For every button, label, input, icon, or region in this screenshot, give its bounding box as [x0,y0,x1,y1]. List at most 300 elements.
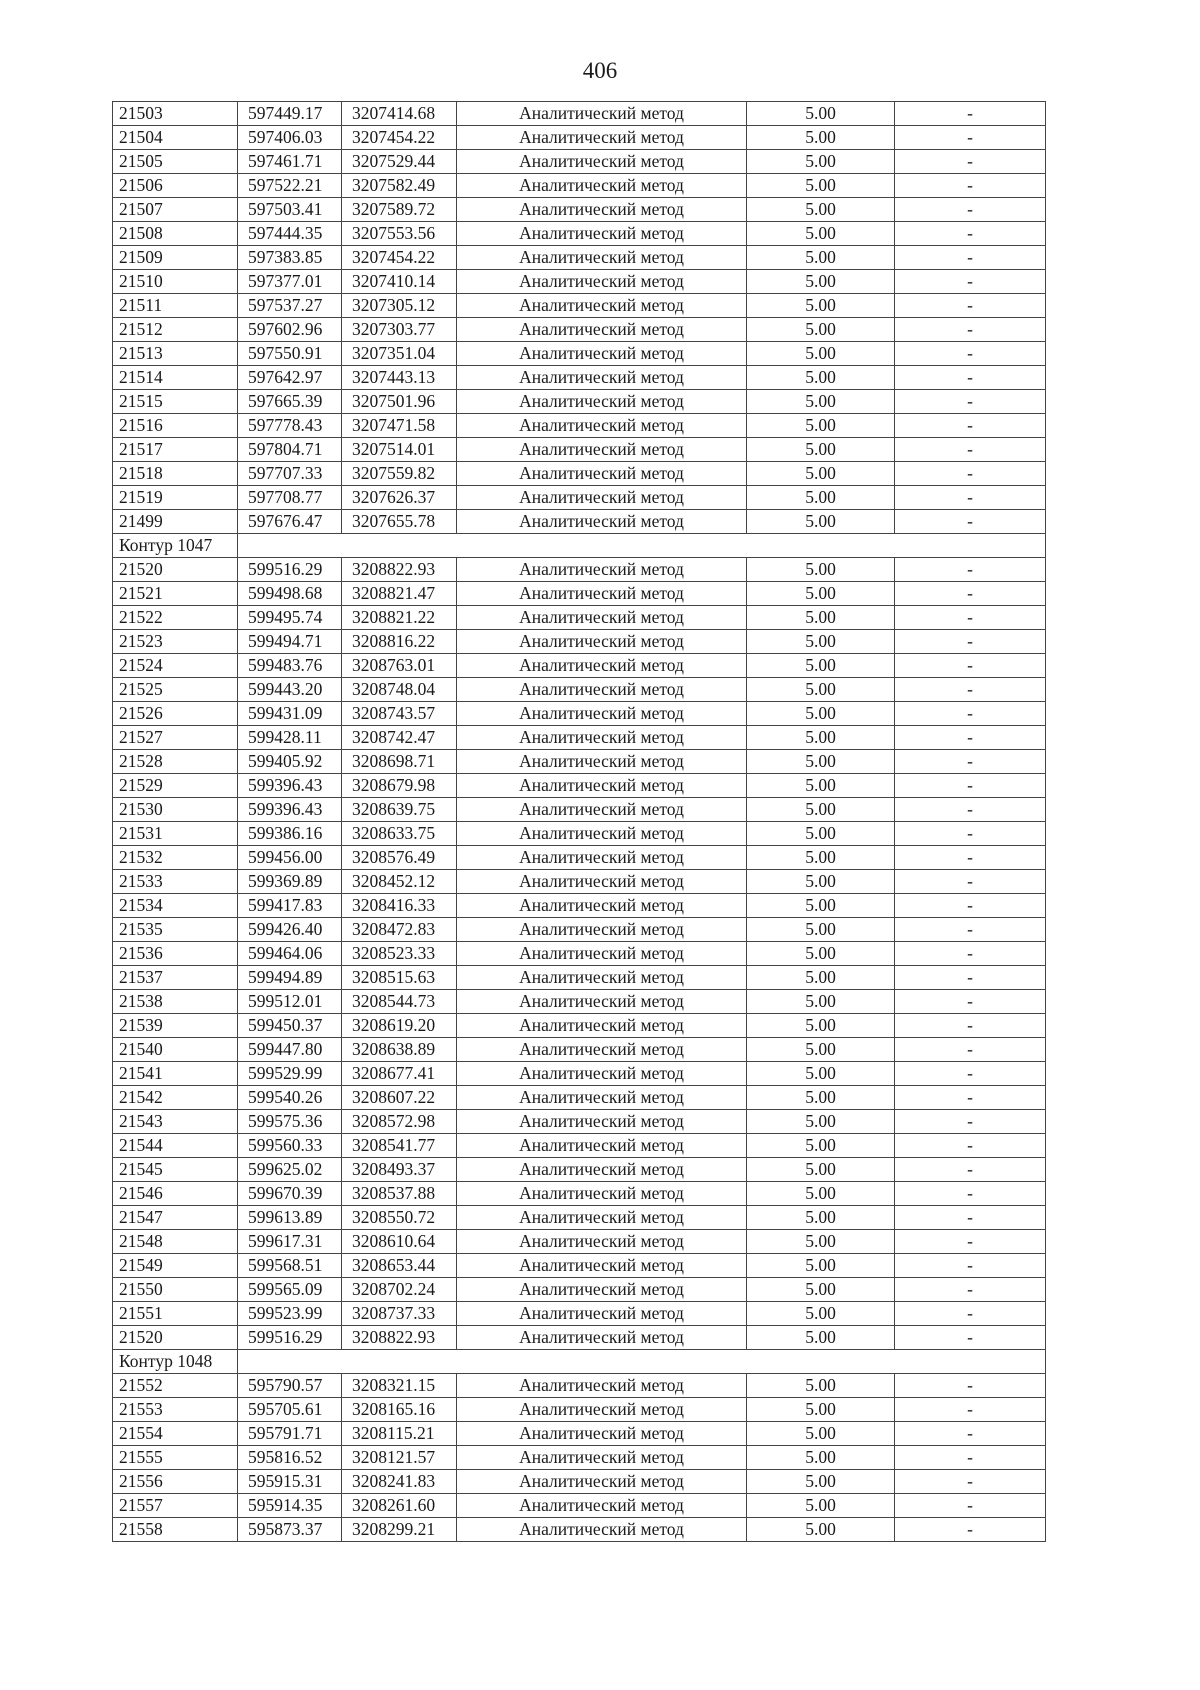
table-row [113,702,1046,726]
point-id-cell: 21549 [113,1254,238,1278]
y-coordinate-cell: 3208115.21 [342,1422,457,1446]
accuracy-cell: 5.00 [747,798,895,822]
description-cell: - [895,1254,1046,1278]
accuracy-cell: 5.00 [747,654,895,678]
table-row [113,1518,1046,1542]
point-id-cell: 21553 [113,1398,238,1422]
point-id-cell: 21507 [113,198,238,222]
method-cell: Аналитический метод [457,1134,747,1158]
method-cell: Аналитический метод [457,1398,747,1422]
accuracy-cell: 5.00 [747,606,895,630]
table-row [113,846,1046,870]
description-cell: - [895,1158,1046,1182]
method-cell: Аналитический метод [457,582,747,606]
accuracy-cell: 5.00 [747,1254,895,1278]
accuracy-cell: 5.00 [747,1014,895,1038]
x-coordinate-cell: 597642.97 [238,366,342,390]
y-coordinate-cell: 3208610.64 [342,1230,457,1254]
x-coordinate-cell: 597708.77 [238,486,342,510]
description-cell: - [895,894,1046,918]
description-cell: - [895,1110,1046,1134]
x-coordinate-cell: 599456.00 [238,846,342,870]
point-id-cell: 21516 [113,414,238,438]
y-coordinate-cell: 3207471.58 [342,414,457,438]
description-cell: - [895,918,1046,942]
point-id-cell: 21520 [113,1326,238,1350]
x-coordinate-cell: 599483.76 [238,654,342,678]
description-cell: - [895,1014,1046,1038]
x-coordinate-cell: 597461.71 [238,150,342,174]
y-coordinate-cell: 3208702.24 [342,1278,457,1302]
x-coordinate-cell: 599617.31 [238,1230,342,1254]
point-id-cell: 21536 [113,942,238,966]
table-row [113,894,1046,918]
method-cell: Аналитический метод [457,702,747,726]
description-cell: - [895,750,1046,774]
accuracy-cell: 5.00 [747,1518,895,1542]
method-cell: Аналитический метод [457,1302,747,1326]
x-coordinate-cell: 599512.01 [238,990,342,1014]
x-coordinate-cell: 595705.61 [238,1398,342,1422]
point-id-cell: 21523 [113,630,238,654]
point-id-cell: 21542 [113,1086,238,1110]
method-cell: Аналитический метод [457,246,747,270]
x-coordinate-cell: 599560.33 [238,1134,342,1158]
x-coordinate-cell: 599386.16 [238,822,342,846]
y-coordinate-cell: 3207559.82 [342,462,457,486]
description-cell: - [895,1374,1046,1398]
method-cell: Аналитический метод [457,894,747,918]
x-coordinate-cell: 595816.52 [238,1446,342,1470]
table-row [113,1014,1046,1038]
y-coordinate-cell: 3207351.04 [342,342,457,366]
accuracy-cell: 5.00 [747,198,895,222]
accuracy-cell: 5.00 [747,1278,895,1302]
method-cell: Аналитический метод [457,1494,747,1518]
point-id-cell: 21525 [113,678,238,702]
method-cell: Аналитический метод [457,942,747,966]
description-cell: - [895,126,1046,150]
x-coordinate-cell: 597406.03 [238,126,342,150]
x-coordinate-cell: 597665.39 [238,390,342,414]
method-cell: Аналитический метод [457,918,747,942]
accuracy-cell: 5.00 [747,1494,895,1518]
y-coordinate-cell: 3208472.83 [342,918,457,942]
description-cell: - [895,1326,1046,1350]
table-row [113,318,1046,342]
y-coordinate-cell: 3208165.16 [342,1398,457,1422]
y-coordinate-cell: 3207553.56 [342,222,457,246]
table-row [113,342,1046,366]
table-row [113,654,1046,678]
description-cell: - [895,1446,1046,1470]
accuracy-cell: 5.00 [747,510,895,534]
description-cell: - [895,822,1046,846]
x-coordinate-cell: 599417.83 [238,894,342,918]
x-coordinate-cell: 597676.47 [238,510,342,534]
x-coordinate-cell: 597503.41 [238,198,342,222]
accuracy-cell: 5.00 [747,246,895,270]
y-coordinate-cell: 3208607.22 [342,1086,457,1110]
table-row [113,1110,1046,1134]
method-cell: Аналитический метод [457,150,747,174]
table-row [113,990,1046,1014]
x-coordinate-cell: 595790.57 [238,1374,342,1398]
description-cell: - [895,990,1046,1014]
method-cell: Аналитический метод [457,1278,747,1302]
y-coordinate-cell: 3207514.01 [342,438,457,462]
accuracy-cell: 5.00 [747,1230,895,1254]
x-coordinate-cell: 599428.11 [238,726,342,750]
method-cell: Аналитический метод [457,318,747,342]
method-cell: Аналитический метод [457,1422,747,1446]
point-id-cell: 21541 [113,1062,238,1086]
method-cell: Аналитический метод [457,1038,747,1062]
table-row [113,1158,1046,1182]
table-row [113,798,1046,822]
description-cell: - [895,870,1046,894]
x-coordinate-cell: 597449.17 [238,102,342,126]
x-coordinate-cell: 599396.43 [238,774,342,798]
y-coordinate-cell: 3208653.44 [342,1254,457,1278]
y-coordinate-cell: 3208816.22 [342,630,457,654]
table-row [113,462,1046,486]
table-row [113,1182,1046,1206]
description-cell: - [895,414,1046,438]
method-cell: Аналитический метод [457,222,747,246]
method-cell: Аналитический метод [457,1110,747,1134]
point-id-cell: 21518 [113,462,238,486]
y-coordinate-cell: 3208416.33 [342,894,457,918]
accuracy-cell: 5.00 [747,558,895,582]
accuracy-cell: 5.00 [747,222,895,246]
accuracy-cell: 5.00 [747,1206,895,1230]
x-coordinate-cell: 597778.43 [238,414,342,438]
method-cell: Аналитический метод [457,342,747,366]
description-cell: - [895,1494,1046,1518]
table-row [113,1278,1046,1302]
description-cell: - [895,270,1046,294]
description-cell: - [895,606,1046,630]
y-coordinate-cell: 3208261.60 [342,1494,457,1518]
accuracy-cell: 5.00 [747,342,895,366]
point-id-cell: 21499 [113,510,238,534]
x-coordinate-cell: 595791.71 [238,1422,342,1446]
point-id-cell: 21540 [113,1038,238,1062]
x-coordinate-cell: 597550.91 [238,342,342,366]
table-row [113,750,1046,774]
table-row [113,1470,1046,1494]
method-cell: Аналитический метод [457,1014,747,1038]
y-coordinate-cell: 3208523.33 [342,942,457,966]
y-coordinate-cell: 3207454.22 [342,126,457,150]
method-cell: Аналитический метод [457,870,747,894]
table-row [113,558,1046,582]
point-id-cell: 21506 [113,174,238,198]
method-cell: Аналитический метод [457,822,747,846]
description-cell: - [895,558,1046,582]
accuracy-cell: 5.00 [747,1038,895,1062]
accuracy-cell: 5.00 [747,270,895,294]
accuracy-cell: 5.00 [747,1302,895,1326]
y-coordinate-cell: 3208822.93 [342,1326,457,1350]
point-id-cell: 21533 [113,870,238,894]
method-cell: Аналитический метод [457,966,747,990]
accuracy-cell: 5.00 [747,750,895,774]
accuracy-cell: 5.00 [747,1398,895,1422]
point-id-cell: 21558 [113,1518,238,1542]
table-row [113,774,1046,798]
point-id-cell: 21555 [113,1446,238,1470]
y-coordinate-cell: 3207305.12 [342,294,457,318]
y-coordinate-cell: 3208121.57 [342,1446,457,1470]
point-id-cell: 21543 [113,1110,238,1134]
table-row [113,918,1046,942]
point-id-cell: 21530 [113,798,238,822]
description-cell: - [895,198,1046,222]
table-row [113,1398,1046,1422]
y-coordinate-cell: 3207303.77 [342,318,457,342]
point-id-cell: 21554 [113,1422,238,1446]
point-id-cell: 21551 [113,1302,238,1326]
contour-empty-cell [238,1350,1046,1374]
x-coordinate-cell: 599498.68 [238,582,342,606]
accuracy-cell: 5.00 [747,1134,895,1158]
table-row [113,222,1046,246]
method-cell: Аналитический метод [457,1446,747,1470]
y-coordinate-cell: 3208544.73 [342,990,457,1014]
point-id-cell: 21547 [113,1206,238,1230]
description-cell: - [895,294,1046,318]
method-cell: Аналитический метод [457,798,747,822]
description-cell: - [895,726,1046,750]
method-cell: Аналитический метод [457,1374,747,1398]
description-cell: - [895,246,1046,270]
point-id-cell: 21528 [113,750,238,774]
y-coordinate-cell: 3207414.68 [342,102,457,126]
x-coordinate-cell: 599516.29 [238,1326,342,1350]
y-coordinate-cell: 3208550.72 [342,1206,457,1230]
x-coordinate-cell: 595914.35 [238,1494,342,1518]
description-cell: - [895,1038,1046,1062]
table-row [113,870,1046,894]
point-id-cell: 21511 [113,294,238,318]
y-coordinate-cell: 3208698.71 [342,750,457,774]
point-id-cell: 21519 [113,486,238,510]
y-coordinate-cell: 3208493.37 [342,1158,457,1182]
point-id-cell: 21539 [113,1014,238,1038]
method-cell: Аналитический метод [457,990,747,1014]
table-row [113,630,1046,654]
description-cell: - [895,510,1046,534]
method-cell: Аналитический метод [457,1086,747,1110]
point-id-cell: 21529 [113,774,238,798]
x-coordinate-cell: 599575.36 [238,1110,342,1134]
table-row [113,246,1046,270]
x-coordinate-cell: 599529.99 [238,1062,342,1086]
description-cell: - [895,1134,1046,1158]
table-row [113,102,1046,126]
x-coordinate-cell: 599625.02 [238,1158,342,1182]
description-cell: - [895,390,1046,414]
point-id-cell: 21522 [113,606,238,630]
x-coordinate-cell: 599568.51 [238,1254,342,1278]
accuracy-cell: 5.00 [747,870,895,894]
table-row [113,438,1046,462]
description-cell: - [895,150,1046,174]
y-coordinate-cell: 3208763.01 [342,654,457,678]
accuracy-cell: 5.00 [747,1062,895,1086]
table-row [113,1206,1046,1230]
table-row [113,366,1046,390]
x-coordinate-cell: 599426.40 [238,918,342,942]
point-id-cell: 21513 [113,342,238,366]
method-cell: Аналитический метод [457,294,747,318]
accuracy-cell: 5.00 [747,150,895,174]
coordinates-table-body [113,102,1046,1542]
table-row [113,1422,1046,1446]
accuracy-cell: 5.00 [747,414,895,438]
description-cell: - [895,774,1046,798]
point-id-cell: 21527 [113,726,238,750]
table-row [113,966,1046,990]
method-cell: Аналитический метод [457,486,747,510]
table-row [113,150,1046,174]
x-coordinate-cell: 599565.09 [238,1278,342,1302]
point-id-cell: 21545 [113,1158,238,1182]
method-cell: Аналитический метод [457,198,747,222]
y-coordinate-cell: 3208572.98 [342,1110,457,1134]
method-cell: Аналитический метод [457,1182,747,1206]
accuracy-cell: 5.00 [747,126,895,150]
x-coordinate-cell: 599540.26 [238,1086,342,1110]
x-coordinate-cell: 599405.92 [238,750,342,774]
method-cell: Аналитический метод [457,1158,747,1182]
method-cell: Аналитический метод [457,462,747,486]
contour-label: Контур 1047 [113,534,238,558]
y-coordinate-cell: 3208748.04 [342,678,457,702]
accuracy-cell: 5.00 [747,630,895,654]
table-row [113,726,1046,750]
table-row [113,1254,1046,1278]
method-cell: Аналитический метод [457,846,747,870]
description-cell: - [895,222,1046,246]
x-coordinate-cell: 595915.31 [238,1470,342,1494]
method-cell: Аналитический метод [457,1518,747,1542]
point-id-cell: 21504 [113,126,238,150]
accuracy-cell: 5.00 [747,366,895,390]
y-coordinate-cell: 3207443.13 [342,366,457,390]
accuracy-cell: 5.00 [747,990,895,1014]
accuracy-cell: 5.00 [747,942,895,966]
x-coordinate-cell: 597537.27 [238,294,342,318]
method-cell: Аналитический метод [457,630,747,654]
accuracy-cell: 5.00 [747,1158,895,1182]
point-id-cell: 21535 [113,918,238,942]
table-row [113,822,1046,846]
description-cell: - [895,318,1046,342]
x-coordinate-cell: 599396.43 [238,798,342,822]
description-cell: - [895,582,1046,606]
table-row [113,294,1046,318]
table-row [113,198,1046,222]
description-cell: - [895,102,1046,126]
method-cell: Аналитический метод [457,606,747,630]
point-id-cell: 21524 [113,654,238,678]
method-cell: Аналитический метод [457,390,747,414]
accuracy-cell: 5.00 [747,102,895,126]
accuracy-cell: 5.00 [747,846,895,870]
point-id-cell: 21514 [113,366,238,390]
description-cell: - [895,702,1046,726]
accuracy-cell: 5.00 [747,1326,895,1350]
x-coordinate-cell: 599369.89 [238,870,342,894]
y-coordinate-cell: 3208576.49 [342,846,457,870]
y-coordinate-cell: 3207501.96 [342,390,457,414]
y-coordinate-cell: 3208541.77 [342,1134,457,1158]
table-row [113,678,1046,702]
coordinates-table [112,101,1046,1542]
accuracy-cell: 5.00 [747,1422,895,1446]
point-id-cell: 21534 [113,894,238,918]
x-coordinate-cell: 599670.39 [238,1182,342,1206]
y-coordinate-cell: 3208638.89 [342,1038,457,1062]
accuracy-cell: 5.00 [747,1182,895,1206]
y-coordinate-cell: 3208241.83 [342,1470,457,1494]
y-coordinate-cell: 3208821.22 [342,606,457,630]
point-id-cell: 21552 [113,1374,238,1398]
x-coordinate-cell: 597522.21 [238,174,342,198]
page-number: 406 [582,58,618,83]
accuracy-cell: 5.00 [747,726,895,750]
table-row [113,942,1046,966]
table-row [113,390,1046,414]
description-cell: - [895,846,1046,870]
contour-header-row [113,1350,1046,1374]
table-row [113,1062,1046,1086]
table-row [113,582,1046,606]
x-coordinate-cell: 597707.33 [238,462,342,486]
description-cell: - [895,966,1046,990]
y-coordinate-cell: 3208639.75 [342,798,457,822]
contour-header-row [113,534,1046,558]
method-cell: Аналитический метод [457,654,747,678]
y-coordinate-cell: 3208633.75 [342,822,457,846]
description-cell: - [895,1086,1046,1110]
table-row [113,270,1046,294]
point-id-cell: 21526 [113,702,238,726]
x-coordinate-cell: 599523.99 [238,1302,342,1326]
method-cell: Аналитический метод [457,726,747,750]
y-coordinate-cell: 3208299.21 [342,1518,457,1542]
point-id-cell: 21557 [113,1494,238,1518]
x-coordinate-cell: 599447.80 [238,1038,342,1062]
x-coordinate-cell: 597383.85 [238,246,342,270]
y-coordinate-cell: 3208537.88 [342,1182,457,1206]
description-cell: - [895,1398,1046,1422]
method-cell: Аналитический метод [457,510,747,534]
point-id-cell: 21548 [113,1230,238,1254]
table-row [113,1134,1046,1158]
y-coordinate-cell: 3207582.49 [342,174,457,198]
accuracy-cell: 5.00 [747,1470,895,1494]
method-cell: Аналитический метод [457,126,747,150]
description-cell: - [895,1278,1046,1302]
description-cell: - [895,462,1046,486]
table-row [113,1446,1046,1470]
method-cell: Аналитический метод [457,270,747,294]
point-id-cell: 21521 [113,582,238,606]
